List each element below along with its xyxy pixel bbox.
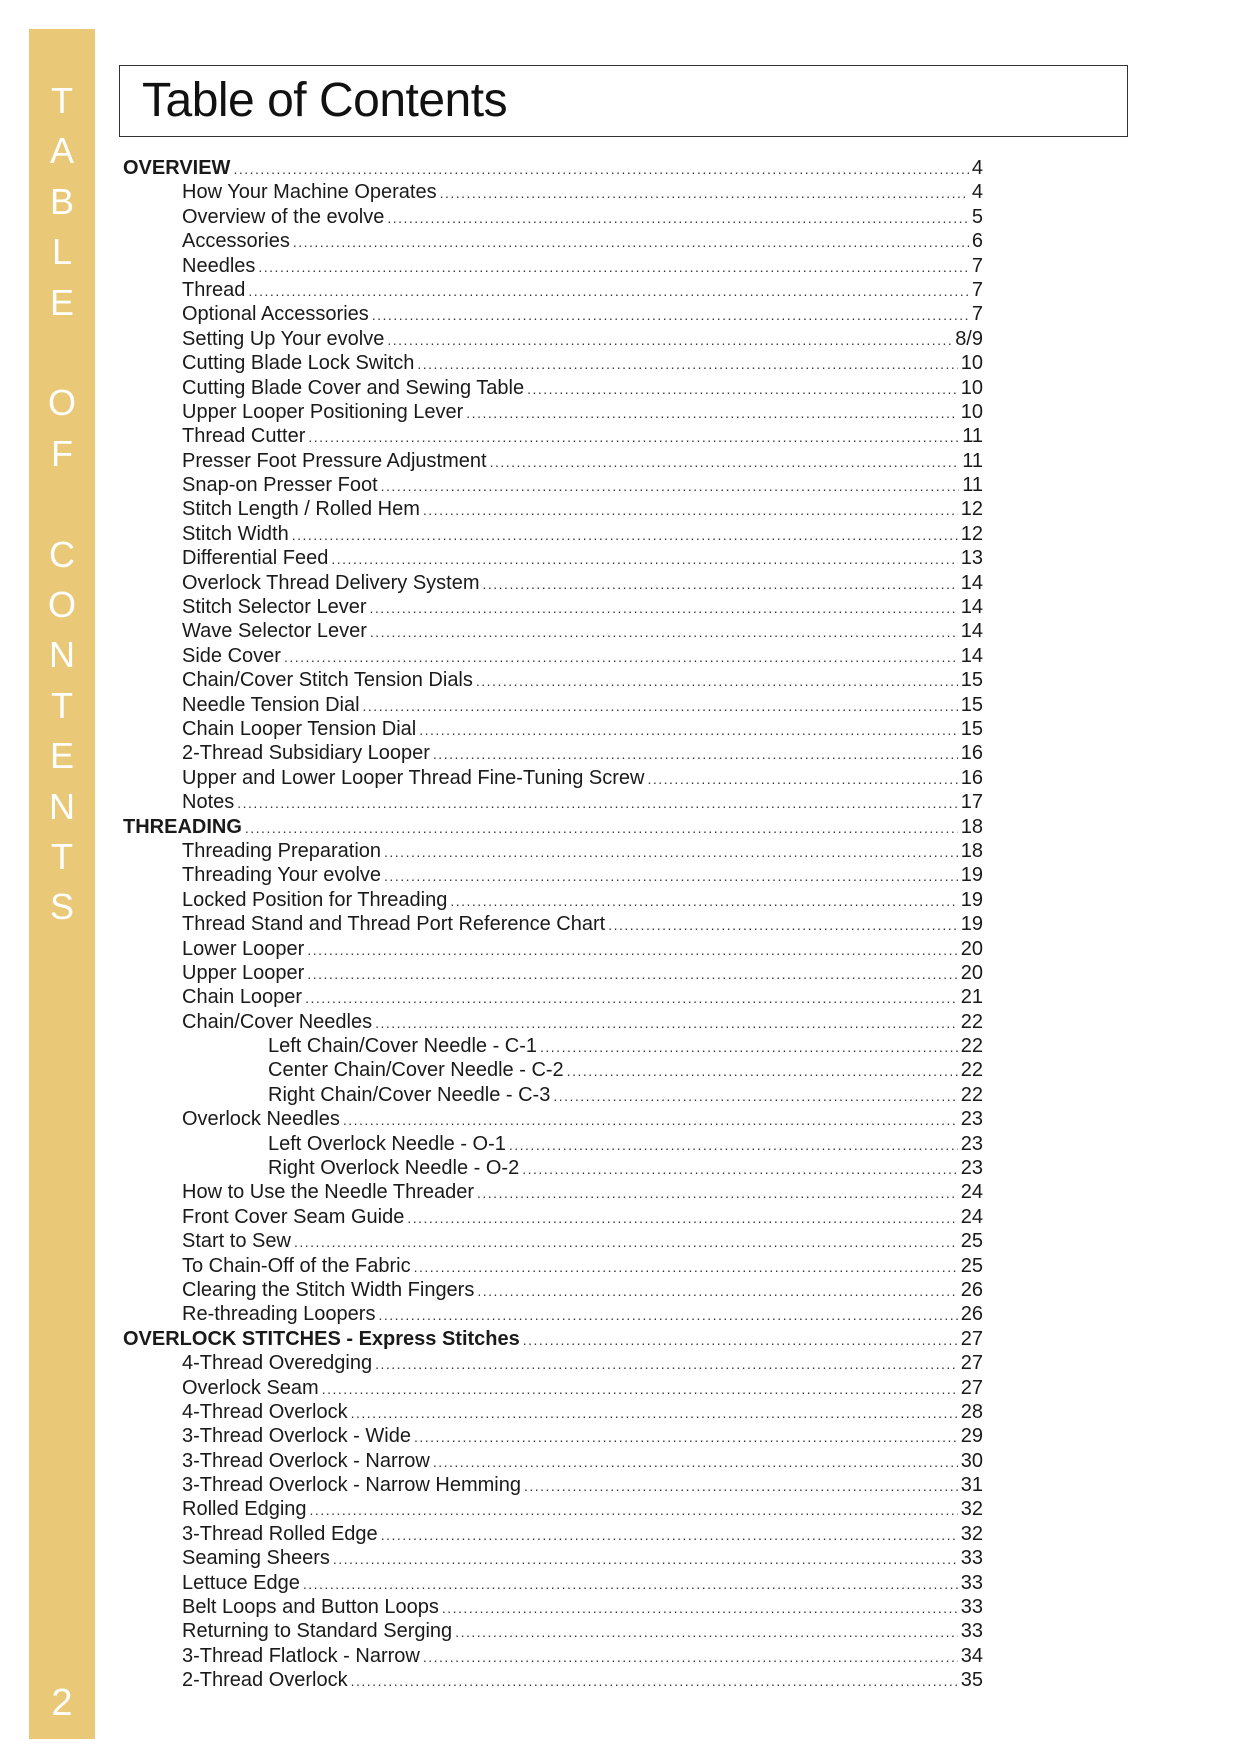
toc-entry-label: Locked Position for Threading (182, 888, 448, 911)
toc-entry-row (123, 1619, 983, 1643)
side-tab-letter: O (47, 584, 76, 625)
dot-leader (608, 913, 958, 937)
toc-entry-row (123, 839, 983, 863)
toc-entry-label: Lower Looper (182, 937, 305, 960)
toc-entry-label: Chain Looper Tension Dial (182, 717, 417, 740)
toc-entry-row (123, 571, 983, 595)
toc-entry-label: Needle Tension Dial (182, 693, 360, 716)
toc-page-number: 22 (960, 1010, 983, 1033)
dot-leader (419, 718, 958, 742)
toc-section-row (123, 815, 983, 839)
toc-entry-label: Chain/Cover Needles (182, 1010, 373, 1033)
toc-entry-row (123, 1376, 983, 1400)
dot-leader (442, 1596, 958, 1620)
dot-leader (477, 1279, 957, 1303)
toc-page-number: 19 (960, 864, 983, 887)
dot-leader (293, 230, 969, 254)
toc-entry-label: Left Chain/Cover Needle - C-1 (268, 1035, 538, 1058)
side-tab-letter: C (49, 533, 75, 575)
toc-entry-label: OVERLOCK STITCHES - Express Stitches (123, 1327, 520, 1350)
dot-leader (466, 401, 957, 425)
dot-leader (477, 1181, 958, 1205)
toc-entry-label: 3-Thread Overlock - Wide (182, 1425, 411, 1448)
toc-entry-label: 4-Thread Overedging (182, 1352, 373, 1375)
toc-entry-label: Cutting Blade Lock Switch (182, 352, 415, 375)
toc-entry-row (123, 1668, 983, 1692)
toc-entry-label: Threading Preparation (182, 839, 382, 862)
toc-page-number: 27 (960, 1352, 983, 1375)
side-tab-letter: N (49, 634, 75, 676)
toc-entry-row (123, 1180, 983, 1204)
dot-leader (553, 1084, 957, 1108)
dot-leader (258, 255, 968, 279)
toc-page-number: 13 (960, 547, 983, 570)
side-tab-letter: T (51, 836, 73, 877)
toc-page-number: 18 (960, 839, 983, 862)
toc-page-number: 7 (971, 278, 983, 301)
toc-page-number: 25 (960, 1230, 983, 1253)
toc-page-number: 8/9 (955, 327, 983, 350)
dot-leader (370, 596, 958, 620)
toc-entry-label: Upper Looper Positioning Lever (182, 400, 464, 423)
dot-leader (343, 1108, 958, 1132)
dot-leader (372, 303, 969, 327)
toc-page-number: 24 (960, 1205, 983, 1228)
toc-entry-row (123, 937, 983, 961)
dot-leader (414, 1425, 958, 1449)
toc-entry-row (123, 424, 983, 448)
dot-leader (284, 645, 958, 669)
toc-page-number: 31 (960, 1474, 983, 1497)
toc-page-number: 33 (960, 1571, 983, 1594)
toc-entry-label: Lettuce Edge (182, 1571, 300, 1594)
toc-page-number: 22 (960, 1083, 983, 1106)
toc-page-number: 26 (960, 1303, 983, 1326)
toc-entry-label: Threading Your evolve (182, 864, 382, 887)
toc-page-number: 34 (960, 1644, 983, 1667)
title-box (119, 65, 1128, 137)
toc-page-number: 23 (960, 1108, 983, 1131)
toc-entry-label: Overlock Thread Delivery System (182, 571, 480, 594)
toc-entry-row (123, 888, 983, 912)
toc-entry-row (123, 1546, 983, 1570)
toc-entry-label: Stitch Selector Lever (182, 596, 367, 619)
dot-leader (294, 1230, 958, 1254)
toc-entry-row (123, 693, 983, 717)
toc-page-number: 26 (960, 1278, 983, 1301)
toc-entry-row (123, 1522, 983, 1546)
side-tab-letter: O (47, 382, 76, 424)
toc-entry-label: Re-threading Loopers (182, 1303, 376, 1326)
toc-entry-row (123, 1473, 983, 1497)
toc-entry-label: How to Use the Needle Threader (182, 1181, 475, 1204)
toc-entry-label: 3-Thread Rolled Edge (182, 1522, 378, 1545)
toc-entry-row (123, 1400, 983, 1424)
toc-entry-row (123, 1034, 983, 1058)
toc-entry-label: 3-Thread Overlock - Narrow (182, 1449, 430, 1472)
toc-entry-row (123, 180, 983, 204)
dot-leader (417, 352, 957, 376)
dot-leader (307, 962, 957, 986)
dot-leader (433, 1450, 958, 1474)
toc-entry-row (123, 1132, 983, 1156)
toc-page-number: 23 (960, 1132, 983, 1155)
dot-leader (522, 1157, 958, 1181)
toc-entry-row (123, 1449, 983, 1473)
toc-entry-row (123, 376, 983, 400)
dot-leader (322, 1377, 958, 1401)
dot-leader (423, 498, 958, 522)
side-tab-letter: A (49, 130, 74, 172)
toc-entry-row (123, 619, 983, 643)
toc-entry-row (123, 1497, 983, 1521)
dot-leader (378, 1303, 957, 1327)
toc-entry-label: 3-Thread Flatlock - Narrow (182, 1644, 420, 1667)
toc-page-number: 12 (960, 498, 983, 521)
side-tab (29, 29, 95, 1739)
toc-entry-label: Side Cover (182, 644, 281, 667)
toc-entry-row (123, 1156, 983, 1180)
toc-page-number: 15 (960, 717, 983, 740)
dot-leader (476, 669, 958, 693)
toc-page-number: 7 (971, 303, 983, 326)
toc-entry-row (123, 546, 983, 570)
dot-leader (308, 425, 959, 449)
toc-page-number: 12 (960, 522, 983, 545)
toc-page-number: 7 (971, 254, 983, 277)
dot-leader (433, 742, 958, 766)
toc-section-row (123, 156, 983, 180)
toc-entry-row (123, 1058, 983, 1082)
toc-page-number: 23 (960, 1157, 983, 1180)
dot-leader (331, 547, 957, 571)
dot-leader (527, 377, 958, 401)
toc-entry-label: Chain/Cover Stitch Tension Dials (182, 669, 473, 692)
toc-entry-label: How Your Machine Operates (182, 181, 437, 204)
dot-leader (375, 1352, 958, 1376)
toc-entry-row (123, 1083, 983, 1107)
toc-entry-row (123, 766, 983, 790)
toc-entry-row (123, 1107, 983, 1131)
toc-entry-label: Center Chain/Cover Needle - C-2 (268, 1059, 564, 1082)
dot-leader (540, 1035, 958, 1059)
toc-entry-row (123, 717, 983, 741)
dot-leader (384, 840, 958, 864)
dot-leader (310, 1498, 958, 1522)
dot-leader (248, 279, 969, 303)
toc-entry-row (123, 644, 983, 668)
dot-leader (414, 1255, 958, 1279)
toc-entry-row (123, 1302, 983, 1326)
toc-page-number: 11 (962, 449, 983, 472)
dot-leader (303, 1572, 958, 1596)
page-number: 2 (51, 1682, 73, 1724)
dot-leader (233, 157, 968, 181)
toc-entry-row (123, 449, 983, 473)
toc-entry-row (123, 741, 983, 765)
dot-leader (307, 938, 957, 962)
side-tab-letter: F (51, 432, 73, 474)
dot-leader (524, 1474, 958, 1498)
toc-entry-label: Snap-on Presser Foot (182, 474, 378, 497)
toc-entry-label: Setting Up Your evolve (182, 327, 385, 350)
toc-page-number: 14 (960, 571, 983, 594)
toc-entry-row (123, 1644, 983, 1668)
toc-entry-label: Rolled Edging (182, 1498, 307, 1521)
toc-page-number: 11 (962, 474, 983, 497)
side-tab-letter: N (49, 785, 75, 827)
toc-entry-row (123, 1229, 983, 1253)
toc-entry-label: Right Overlock Needle - O-2 (268, 1157, 520, 1180)
toc-entry-row (123, 1254, 983, 1278)
toc-page-number: 18 (960, 815, 983, 838)
toc-page-number: 27 (960, 1327, 983, 1350)
dot-leader (384, 864, 958, 888)
dot-leader (381, 474, 960, 498)
toc-page-number: 19 (960, 888, 983, 911)
toc-entry-row (123, 595, 983, 619)
toc-entry-label: Seaming Sheers (182, 1547, 330, 1570)
toc-entry-label: Differential Feed (182, 547, 329, 570)
toc-entry-row (123, 254, 983, 278)
side-tab-letter: E (49, 735, 74, 777)
toc-entry-label: 3-Thread Overlock - Narrow Hemming (182, 1474, 521, 1497)
toc-entry-label: Chain Looper (182, 986, 303, 1009)
dot-leader (567, 1059, 958, 1083)
toc-page-number: 32 (960, 1522, 983, 1545)
toc-page-number: 19 (960, 913, 983, 936)
toc-entry-label: Front Cover Seam Guide (182, 1205, 405, 1228)
toc-entry-row (123, 668, 983, 692)
toc-entry-label: Notes (182, 791, 235, 814)
toc-page-number: 5 (971, 205, 983, 228)
toc-entry-row (123, 351, 983, 375)
toc-page-number: 10 (960, 400, 983, 423)
toc-entry-label: Overlock Seam (182, 1376, 319, 1399)
dot-leader (455, 1620, 958, 1644)
toc-entry-label: Upper and Lower Looper Thread Fine-Tuning Screw (182, 766, 645, 789)
toc-page-number: 20 (960, 961, 983, 984)
toc-page-number: 11 (962, 425, 983, 448)
toc-entry-label: 4-Thread Overlock (182, 1400, 348, 1423)
toc-page-number: 4 (971, 181, 983, 204)
toc-entry-row (123, 1571, 983, 1595)
toc-entry-label: Thread Stand and Thread Port Reference Chart (182, 913, 606, 936)
toc-entry-label: Needles (182, 254, 256, 277)
dot-leader (245, 816, 958, 840)
dot-leader (381, 1523, 958, 1547)
toc-entry-row (123, 205, 983, 229)
toc-entry-row (123, 1278, 983, 1302)
toc-page-number: 10 (960, 352, 983, 375)
toc-entry-row (123, 1595, 983, 1619)
dot-leader (490, 450, 960, 474)
toc-entry-label: Thread Cutter (182, 425, 306, 448)
side-tab-letter: B (49, 180, 74, 222)
toc-page-number: 14 (960, 620, 983, 643)
toc-page-number: 16 (960, 766, 983, 789)
dot-leader (292, 523, 958, 547)
toc-entry-label: 2-Thread Subsidiary Looper (182, 742, 430, 765)
toc-entry-row (123, 302, 983, 326)
side-tab-letter: T (51, 684, 73, 726)
toc-page-number: 33 (960, 1547, 983, 1570)
side-tab-letter: L (51, 231, 73, 273)
toc-entry-label: Clearing the Stitch Width Fingers (182, 1278, 475, 1301)
toc-entry-label: Presser Foot Pressure Adjustment (182, 449, 487, 472)
toc-page-number: 28 (960, 1400, 983, 1423)
toc-page-number: 35 (960, 1669, 983, 1692)
toc-page-number: 20 (960, 937, 983, 960)
toc-page-number: 22 (960, 1035, 983, 1058)
toc-entry-label: OVERVIEW (123, 157, 231, 179)
toc-entry-label: Accessories (182, 230, 290, 253)
toc-entry-label: Upper Looper (182, 961, 305, 984)
dot-leader (333, 1547, 958, 1571)
dot-leader (509, 1133, 958, 1157)
dot-leader (423, 1645, 958, 1669)
toc-entry-label: Stitch Length / Rolled Hem (182, 498, 420, 521)
toc-page-number: 17 (960, 791, 983, 814)
toc-entry-row (123, 1205, 983, 1229)
toc-page-number: 15 (960, 669, 983, 692)
toc-page-number: 10 (960, 376, 983, 399)
toc-entry-row (123, 1351, 983, 1375)
toc-page-number: 24 (960, 1181, 983, 1204)
dot-leader (450, 889, 957, 913)
toc-entry-row (123, 278, 983, 302)
dot-leader (375, 1011, 958, 1035)
toc-page-number: 16 (960, 742, 983, 765)
toc-entry-row (123, 985, 983, 1009)
toc-entry-row (123, 327, 983, 351)
toc-page-number: 22 (960, 1059, 983, 1082)
toc-entry-row (123, 912, 983, 936)
toc-entry-label: Overview of the evolve (182, 205, 385, 228)
toc-page-number: 25 (960, 1254, 983, 1277)
toc-entry-label: Stitch Width (182, 522, 289, 545)
toc-entry-label: THREADING (123, 815, 242, 838)
side-tab-letter: T (51, 80, 73, 121)
dot-leader (363, 694, 958, 718)
dot-leader (237, 791, 958, 815)
toc-page-number: 6 (971, 230, 983, 253)
toc-entry-row (123, 522, 983, 546)
toc-page-number: 32 (960, 1498, 983, 1521)
dot-leader (387, 328, 952, 352)
toc-entry-label: To Chain-Off of the Fabric (182, 1254, 411, 1277)
dot-leader (387, 206, 969, 230)
dot-leader (305, 986, 958, 1010)
toc-entry-label: Belt Loops and Button Loops (182, 1596, 439, 1619)
table-of-contents (123, 156, 983, 1693)
toc-entry-label: Start to Sew (182, 1230, 291, 1253)
dot-leader (440, 181, 969, 205)
toc-entry-row (123, 229, 983, 253)
toc-entry-label: Overlock Needles (182, 1108, 340, 1131)
toc-entry-label: Returning to Standard Serging (182, 1620, 453, 1643)
dot-leader (483, 572, 958, 596)
toc-page-number: 29 (960, 1425, 983, 1448)
toc-page-number: 21 (960, 986, 983, 1009)
toc-entry-label: Left Overlock Needle - O-1 (268, 1132, 506, 1155)
toc-entry-row (123, 497, 983, 521)
toc-entry-label: Thread (182, 278, 246, 301)
toc-page-number: 30 (960, 1449, 983, 1472)
toc-page-number: 14 (960, 644, 983, 667)
toc-page-number: 15 (960, 693, 983, 716)
toc-entry-row (123, 400, 983, 424)
dot-leader (370, 620, 958, 644)
toc-entry-row (123, 1424, 983, 1448)
side-tab-letter: S (49, 886, 74, 928)
toc-entry-label: Wave Selector Lever (182, 620, 367, 643)
toc-entry-label: Right Chain/Cover Needle - C-3 (268, 1083, 551, 1106)
dot-leader (351, 1401, 958, 1425)
toc-page-number: 27 (960, 1376, 983, 1399)
toc-page-number: 33 (960, 1596, 983, 1619)
toc-page-number: 14 (960, 596, 983, 619)
toc-entry-row (123, 961, 983, 985)
toc-section-row (123, 1327, 983, 1351)
toc-entry-label: Cutting Blade Cover and Sewing Table (182, 376, 525, 399)
toc-entry-row (123, 790, 983, 814)
toc-entry-label: Optional Accessories (182, 303, 369, 326)
dot-leader (647, 767, 957, 791)
toc-page-number: 4 (971, 157, 983, 179)
side-tab-letter: E (49, 281, 74, 323)
dot-leader (523, 1328, 958, 1352)
toc-page-number: 33 (960, 1620, 983, 1643)
toc-entry-row (123, 1010, 983, 1034)
toc-entry-row (123, 473, 983, 497)
dot-leader (407, 1206, 957, 1230)
dot-leader (351, 1669, 958, 1693)
toc-entry-row (123, 863, 983, 887)
toc-entry-label: 2-Thread Overlock (182, 1669, 348, 1692)
page-title: Table of Contents (142, 74, 508, 127)
